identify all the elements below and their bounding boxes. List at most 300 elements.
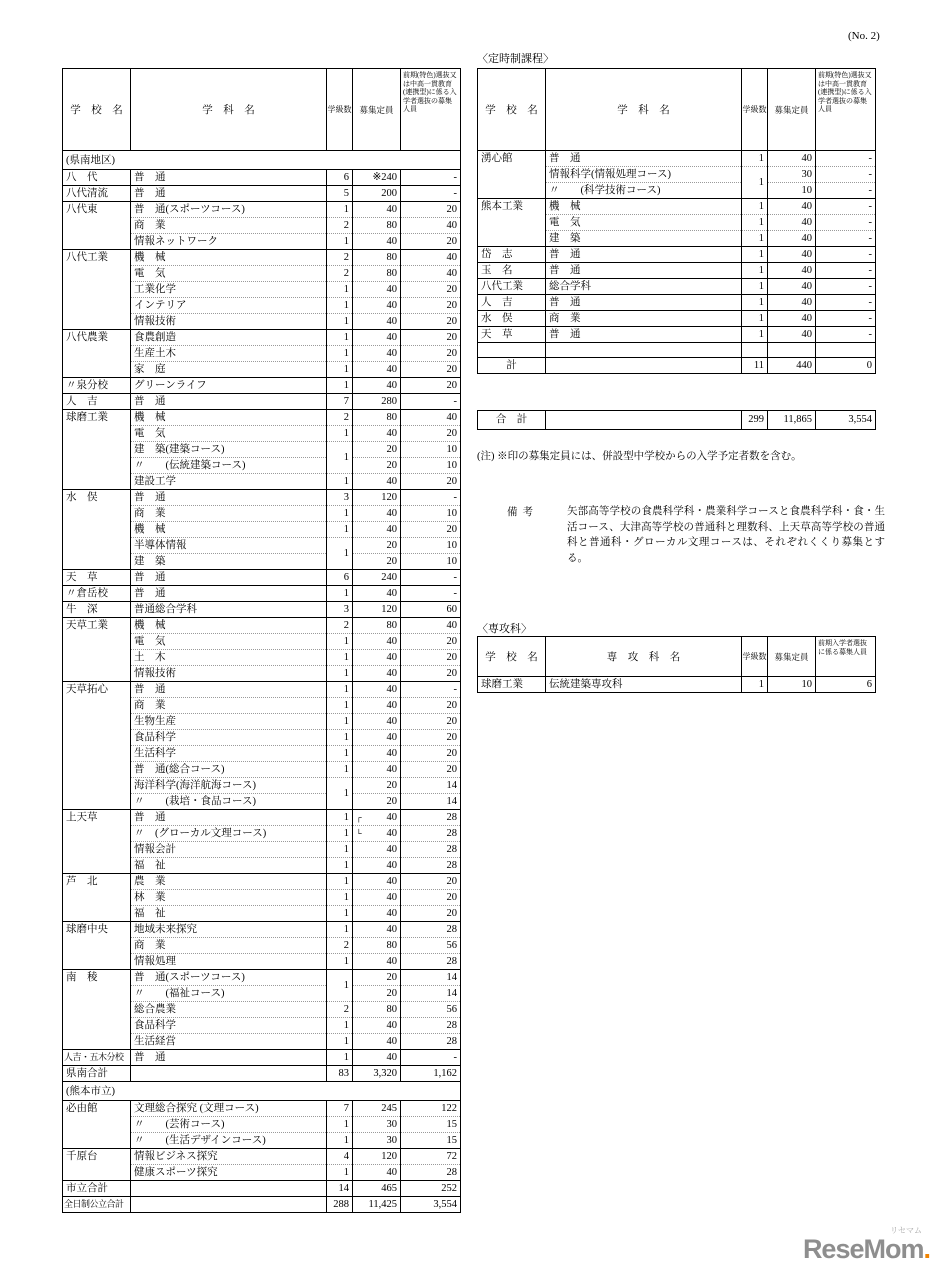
department-name: 機 械 — [131, 250, 327, 266]
logo-jp-label: リセマム — [890, 1226, 922, 1235]
department-name: 〃 (生活デザインコース) — [131, 1133, 327, 1149]
class-count: 1 — [742, 151, 768, 167]
capacity: └ 40 — [353, 826, 401, 842]
department-name: 機 械 — [131, 618, 327, 634]
department-name: 普 通 — [131, 570, 327, 586]
table-row — [63, 618, 461, 634]
quota: 28 — [401, 954, 461, 970]
table-row — [63, 202, 461, 218]
capacity: 40 — [353, 906, 401, 922]
table-row — [63, 1050, 461, 1066]
page-number: (No. 2) — [848, 30, 880, 42]
capacity: 40 — [768, 247, 816, 263]
school-name: 人 吉 — [63, 394, 131, 410]
header-capacity: 募集定員 — [353, 69, 401, 151]
capacity: 240 — [353, 570, 401, 586]
department-name: 工業化学 — [131, 282, 327, 298]
quota: 56 — [401, 938, 461, 954]
capacity: 10 — [768, 183, 816, 199]
quota: 20 — [401, 314, 461, 330]
class-count: 1 — [327, 826, 353, 842]
quota: 20 — [401, 906, 461, 922]
department-name: 〃 (福祉コース) — [131, 986, 327, 1002]
class-count: 1 — [327, 810, 353, 826]
class-count: 1 — [327, 1050, 353, 1066]
department-name: 食農創造 — [131, 330, 327, 346]
logo-dot: . — [923, 1234, 930, 1264]
capacity: 30 — [768, 167, 816, 183]
table-row — [63, 490, 461, 506]
department-name: 情報ビジネス探究 — [131, 1149, 327, 1165]
department-name — [131, 1197, 327, 1213]
school-name: 八代清流 — [63, 186, 131, 202]
class-count: 83 — [327, 1066, 353, 1082]
class-count: 1 — [742, 311, 768, 327]
quota: 20 — [401, 378, 461, 394]
department-name: 農 業 — [131, 874, 327, 890]
header-dept: 学 科 名 — [546, 69, 742, 151]
school-name: 合 計 — [478, 411, 546, 430]
quota: - — [816, 215, 876, 231]
school-name: 八代東 — [63, 202, 131, 250]
school-name: 計 — [478, 358, 546, 374]
bracket-mark: └ — [356, 829, 362, 838]
department-name: 商 業 — [131, 218, 327, 234]
department-name: 普 通 — [131, 586, 327, 602]
quota: 20 — [401, 474, 461, 490]
table-row — [63, 586, 461, 602]
department-name: 情報処理 — [131, 954, 327, 970]
header-capacity: 募集定員 — [768, 69, 816, 151]
quota: 3,554 — [816, 411, 876, 430]
capacity: 20 — [353, 554, 401, 570]
capacity: 40 — [768, 311, 816, 327]
class-count: 7 — [327, 1101, 353, 1117]
header-school: 学 校 名 — [478, 69, 546, 151]
quota: 20 — [401, 362, 461, 378]
capacity: 80 — [353, 938, 401, 954]
capacity: 30 — [353, 1133, 401, 1149]
capacity: 20 — [353, 778, 401, 794]
header-dept: 学 科 名 — [131, 69, 327, 151]
quota: 40 — [401, 266, 461, 282]
table-row — [63, 922, 461, 938]
table-row — [63, 330, 461, 346]
class-count: 1 — [327, 682, 353, 698]
capacity: 80 — [353, 410, 401, 426]
school-name: 上天草 — [63, 810, 131, 874]
capacity: 20 — [353, 458, 401, 474]
quota: - — [401, 490, 461, 506]
capacity: 40 — [353, 922, 401, 938]
department-name: 商 業 — [546, 311, 742, 327]
quota: 28 — [401, 1018, 461, 1034]
header-classes: 学級数 — [742, 637, 768, 677]
school-name: 天草拓心 — [63, 682, 131, 810]
table-row — [63, 394, 461, 410]
department-name: 普 通 — [546, 327, 742, 343]
department-name: 総合農業 — [131, 1002, 327, 1018]
class-count: 2 — [327, 266, 353, 282]
capacity: 40 — [353, 362, 401, 378]
table-row — [63, 1181, 461, 1197]
quota: 40 — [401, 218, 461, 234]
quota: 14 — [401, 986, 461, 1002]
capacity: 40 — [353, 282, 401, 298]
department-name: グリーンライフ — [131, 378, 327, 394]
table-row — [63, 1101, 461, 1117]
school-name: 県南合計 — [63, 1066, 131, 1082]
quota: 40 — [401, 250, 461, 266]
department-name: 普 通(スポーツコース) — [131, 202, 327, 218]
department-name: 機 械 — [131, 410, 327, 426]
logo-text — [803, 1234, 930, 1264]
quota: 0 — [816, 358, 876, 374]
capacity: 20 — [353, 442, 401, 458]
header-school: 学 校 名 — [478, 637, 546, 677]
capacity: 440 — [768, 358, 816, 374]
header-classes: 学級数 — [327, 69, 353, 151]
parttime-course-title: 〈定時制課程〉 — [477, 53, 554, 65]
school-name: 水 俣 — [478, 311, 546, 327]
data-table — [62, 68, 461, 1213]
class-count: 1 — [742, 263, 768, 279]
department-name: インテリア — [131, 298, 327, 314]
quota: 72 — [401, 1149, 461, 1165]
quota: 28 — [401, 858, 461, 874]
class-count: 1 — [742, 167, 768, 199]
capacity: 20 — [353, 970, 401, 986]
capacity: 3,320 — [353, 1066, 401, 1082]
header-row — [63, 69, 461, 151]
quota: 56 — [401, 1002, 461, 1018]
department-name — [131, 1066, 327, 1082]
class-count: 2 — [327, 618, 353, 634]
capacity: 120 — [353, 1149, 401, 1165]
logo-text-main: ReseMom — [802, 1234, 924, 1264]
capacity: 40 — [353, 666, 401, 682]
capacity: 465 — [353, 1181, 401, 1197]
data-table — [477, 410, 876, 430]
quota: - — [816, 151, 876, 167]
quota: - — [401, 570, 461, 586]
capacity: 40 — [353, 698, 401, 714]
capacity: 40 — [353, 522, 401, 538]
class-count: 1 — [327, 970, 353, 1002]
capacity: 40 — [353, 378, 401, 394]
capacity: 10 — [768, 677, 816, 693]
school-name: 熊本工業 — [478, 199, 546, 247]
class-count: 1 — [742, 677, 768, 693]
quota: 10 — [401, 442, 461, 458]
table-row — [478, 343, 876, 358]
header-capacity: 募集定員 — [768, 637, 816, 677]
remarks-text: 矢部高等学校の食農科学科・農業科学コースと食農科学科・食・生活コース、大津高等学校の普通科と理数科、上天草高等学校の普通科と普通科・グローカル文理コースは、それぞれくくり募集とする。 — [567, 506, 885, 564]
class-count: 1 — [327, 346, 353, 362]
class-count: 1 — [327, 378, 353, 394]
department-name: 普 通 — [131, 394, 327, 410]
table-row — [478, 263, 876, 279]
department-name: 商 業 — [131, 506, 327, 522]
table-row — [478, 247, 876, 263]
section-label: (熊本市立) — [63, 1082, 461, 1101]
class-count: 1 — [327, 202, 353, 218]
school-name: 〃泉分校 — [63, 378, 131, 394]
department-name: 生活経営 — [131, 1034, 327, 1050]
department-name: 半導体情報 — [131, 538, 327, 554]
school-name: 人吉・五木分校 — [63, 1050, 131, 1066]
department-name: 情報会計 — [131, 842, 327, 858]
header-dept: 専 攻 科 名 — [546, 637, 742, 677]
section-label: (県南地区) — [63, 151, 461, 170]
class-count: 2 — [327, 250, 353, 266]
class-count: 6 — [327, 570, 353, 586]
table-row — [63, 250, 461, 266]
department-name: 土 木 — [131, 650, 327, 666]
department-name: 機 械 — [546, 199, 742, 215]
department-name: 生活科学 — [131, 746, 327, 762]
quota: - — [401, 170, 461, 186]
class-count: 4 — [327, 1149, 353, 1165]
class-count: 1 — [327, 650, 353, 666]
department-name: 地域未来探究 — [131, 922, 327, 938]
quota: 20 — [401, 666, 461, 682]
capacity — [768, 343, 816, 358]
capacity: 11,425 — [353, 1197, 401, 1213]
quota: 10 — [401, 538, 461, 554]
capacity: ┌ 40 — [353, 810, 401, 826]
capacity: ※240 — [353, 170, 401, 186]
capacity: 80 — [353, 218, 401, 234]
department-name: 普 通 — [131, 186, 327, 202]
capacity: 80 — [353, 266, 401, 282]
quota: 20 — [401, 346, 461, 362]
department-name: 電 気 — [546, 215, 742, 231]
capacity: 40 — [353, 1050, 401, 1066]
class-count: 1 — [327, 506, 353, 522]
school-name: 南 稜 — [63, 970, 131, 1050]
school-name: 球磨中央 — [63, 922, 131, 970]
class-count: 2 — [327, 218, 353, 234]
capacity: 40 — [353, 634, 401, 650]
capacity: 40 — [353, 762, 401, 778]
quota: 40 — [401, 618, 461, 634]
table-row — [63, 682, 461, 698]
quota: 122 — [401, 1101, 461, 1117]
department-name: 〃 (伝統建築コース) — [131, 458, 327, 474]
capacity: 280 — [353, 394, 401, 410]
department-name: 電 気 — [131, 426, 327, 442]
class-count: 2 — [327, 410, 353, 426]
class-count: 1 — [327, 698, 353, 714]
table-row — [63, 170, 461, 186]
department-name: 建設工学 — [131, 474, 327, 490]
department-name: 健康スポーツ探究 — [131, 1165, 327, 1181]
quota: 10 — [401, 506, 461, 522]
class-count: 299 — [742, 411, 768, 430]
capacity: 40 — [353, 506, 401, 522]
school-name: 市立合計 — [63, 1181, 131, 1197]
table-row — [63, 570, 461, 586]
capacity: 40 — [353, 202, 401, 218]
capacity: 120 — [353, 602, 401, 618]
quota: - — [816, 279, 876, 295]
capacity: 40 — [768, 151, 816, 167]
department-name: 普 通 — [131, 170, 327, 186]
class-count: 1 — [327, 778, 353, 810]
quota: 14 — [401, 970, 461, 986]
quota: 60 — [401, 602, 461, 618]
capacity: 40 — [353, 682, 401, 698]
capacity: 40 — [353, 858, 401, 874]
class-count — [742, 343, 768, 358]
data-table — [477, 68, 876, 374]
class-count: 1 — [327, 842, 353, 858]
department-name: 電 気 — [131, 634, 327, 650]
school-name — [478, 343, 546, 358]
capacity: 40 — [353, 1034, 401, 1050]
department-name: 商 業 — [131, 938, 327, 954]
data-table — [477, 636, 876, 693]
department-name: 普 通 — [131, 682, 327, 698]
department-name — [546, 411, 742, 430]
school-name: 八 代 — [63, 170, 131, 186]
department-name: 〃 (栽培・食品コース) — [131, 794, 327, 810]
school-name: 〃倉岳校 — [63, 586, 131, 602]
class-count: 1 — [327, 874, 353, 890]
department-name: 機 械 — [131, 522, 327, 538]
table-row — [478, 327, 876, 343]
department-name: 福 祉 — [131, 906, 327, 922]
department-name: 情報技術 — [131, 666, 327, 682]
table-row — [478, 295, 876, 311]
quota: 20 — [401, 234, 461, 250]
class-count: 7 — [327, 394, 353, 410]
capacity: 40 — [768, 231, 816, 247]
capacity: 40 — [353, 650, 401, 666]
class-count: 1 — [327, 426, 353, 442]
school-name: 天 草 — [63, 570, 131, 586]
quota: - — [401, 186, 461, 202]
fulltime-course-table — [62, 68, 461, 1213]
table-row — [478, 199, 876, 215]
class-count: 1 — [327, 298, 353, 314]
table-row — [63, 810, 461, 826]
quota: - — [401, 586, 461, 602]
capacity: 40 — [353, 746, 401, 762]
capacity: 40 — [353, 314, 401, 330]
capacity: 30 — [353, 1117, 401, 1133]
quota: 10 — [401, 554, 461, 570]
class-count: 11 — [742, 358, 768, 374]
department-name: 情報技術 — [131, 314, 327, 330]
capacity: 40 — [353, 298, 401, 314]
department-name: 伝統建築専攻科 — [546, 677, 742, 693]
resemom-logo — [780, 1226, 930, 1263]
department-name: 海洋科学(海洋航海コース) — [131, 778, 327, 794]
department-name: 〃 (芸術コース) — [131, 1117, 327, 1133]
quota: 20 — [401, 874, 461, 890]
capacity: 40 — [353, 890, 401, 906]
capacity: 40 — [768, 263, 816, 279]
senkoka-table — [477, 636, 876, 693]
capacity: 80 — [353, 1002, 401, 1018]
quota: - — [401, 1050, 461, 1066]
header-classes: 学級数 — [742, 69, 768, 151]
class-count: 5 — [327, 186, 353, 202]
quota: - — [816, 183, 876, 199]
department-name: 普 通 — [546, 151, 742, 167]
quota: 28 — [401, 842, 461, 858]
class-count: 1 — [742, 199, 768, 215]
quota: 15 — [401, 1133, 461, 1149]
class-count: 1 — [742, 279, 768, 295]
quota: 252 — [401, 1181, 461, 1197]
capacity: 40 — [353, 1018, 401, 1034]
header-quota: 前期(特色)選抜又は中高一貫教育(連携型)に係る入学者選抜の募集人員 — [816, 69, 876, 151]
class-count: 1 — [327, 1034, 353, 1050]
class-count: 1 — [327, 1117, 353, 1133]
department-name: 普 通 — [546, 295, 742, 311]
table-row — [63, 602, 461, 618]
capacity: 40 — [353, 346, 401, 362]
department-name: 普 通 — [131, 1050, 327, 1066]
school-name: 水 俣 — [63, 490, 131, 570]
quota: 20 — [401, 330, 461, 346]
table-row — [63, 1066, 461, 1082]
header-row — [478, 69, 876, 151]
quota: - — [816, 167, 876, 183]
school-name: 千原台 — [63, 1149, 131, 1181]
quota: 20 — [401, 698, 461, 714]
section-row — [63, 151, 461, 170]
table-row — [478, 311, 876, 327]
quota: 15 — [401, 1117, 461, 1133]
table-row — [63, 1149, 461, 1165]
quota: 20 — [401, 202, 461, 218]
table-row — [478, 358, 876, 374]
quota: 20 — [401, 282, 461, 298]
school-name: 岱 志 — [478, 247, 546, 263]
note-text: (注) ※印の募集定員には、併設型中学校からの入学予定者数を含む。 — [477, 451, 802, 462]
class-count: 1 — [327, 362, 353, 378]
class-count: 1 — [327, 890, 353, 906]
department-name: 普 通(スポーツコース) — [131, 970, 327, 986]
department-name: 建 築(建築コース) — [131, 442, 327, 458]
class-count: 1 — [327, 634, 353, 650]
capacity: 120 — [353, 490, 401, 506]
quota: 1,162 — [401, 1066, 461, 1082]
header-row — [478, 637, 876, 677]
table-row — [478, 279, 876, 295]
quota: - — [816, 327, 876, 343]
class-count: 1 — [742, 231, 768, 247]
table-row — [63, 186, 461, 202]
quota: - — [401, 682, 461, 698]
department-name: 食品科学 — [131, 730, 327, 746]
class-count: 1 — [327, 714, 353, 730]
quota: - — [816, 231, 876, 247]
capacity: 200 — [353, 186, 401, 202]
class-count: 1 — [327, 746, 353, 762]
department-name: 商 業 — [131, 698, 327, 714]
department-name: 普通総合学科 — [131, 602, 327, 618]
class-count: 3 — [327, 602, 353, 618]
class-count: 14 — [327, 1181, 353, 1197]
class-count: 1 — [327, 586, 353, 602]
class-count: 1 — [327, 906, 353, 922]
school-name: 天草工業 — [63, 618, 131, 682]
